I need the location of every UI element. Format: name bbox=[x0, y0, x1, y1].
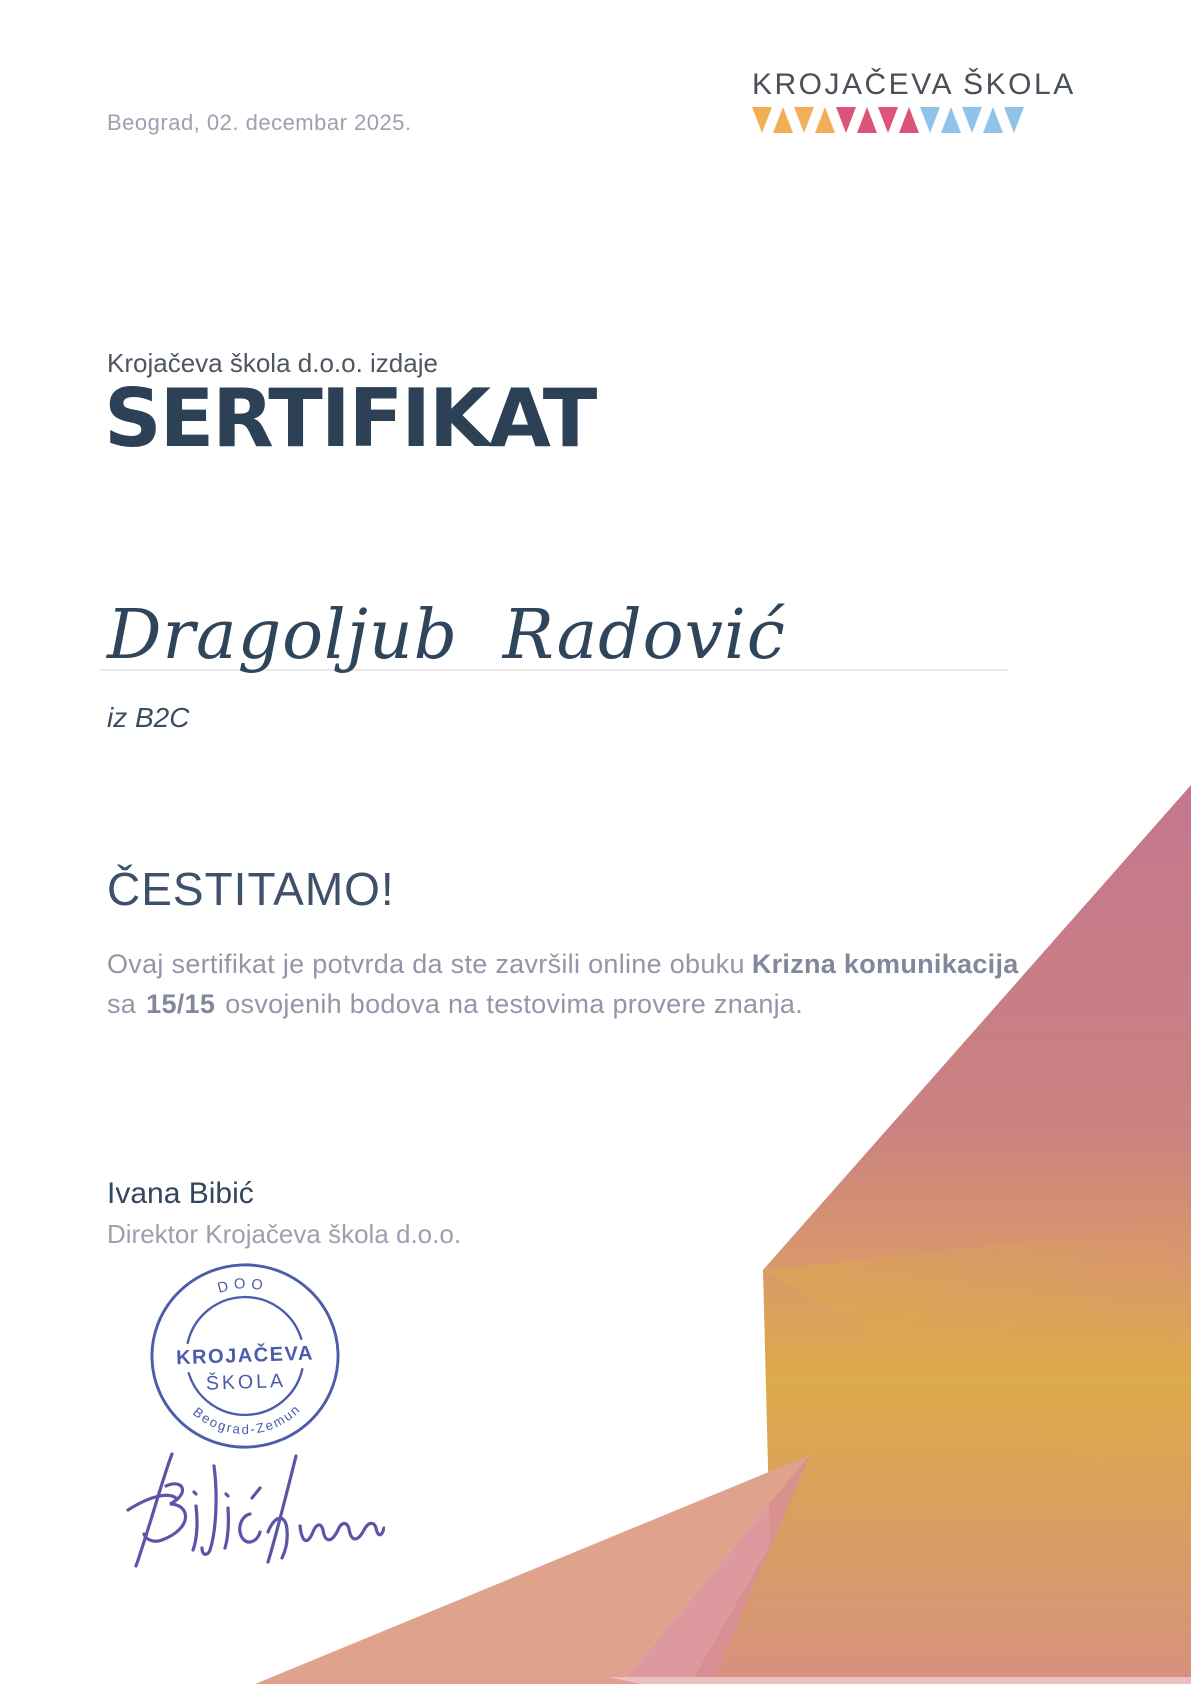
certificate-title: SERTIFIKAT bbox=[104, 372, 596, 465]
logo-triangle-orange bbox=[752, 107, 772, 133]
signature-stroke bbox=[300, 1523, 384, 1540]
signature-stroke bbox=[194, 1492, 196, 1494]
signature-stroke bbox=[268, 1456, 296, 1562]
stamp-center-line2: ŠKOLA bbox=[205, 1369, 287, 1395]
logo-triangles-icon bbox=[752, 107, 1024, 133]
stamp-bottom-text: Beograd-Zemun bbox=[190, 1400, 304, 1437]
handwritten-signature bbox=[110, 1448, 385, 1573]
signature-stroke bbox=[144, 1484, 186, 1541]
signature-stroke bbox=[136, 1454, 172, 1566]
logo-triangle-orange bbox=[773, 107, 793, 133]
body-line2-prefix: sa bbox=[107, 989, 137, 1019]
signature-stroke bbox=[240, 1514, 260, 1542]
logo-triangle-orange bbox=[815, 107, 835, 133]
signer-name: Ivana Bibić bbox=[107, 1177, 254, 1210]
stamp-bottom-text-container bbox=[190, 1401, 305, 1439]
signature-stroke bbox=[252, 1488, 260, 1498]
stamp-top-text-container bbox=[216, 1276, 270, 1297]
logo-triangle-pink bbox=[899, 107, 919, 133]
bg-pale-bottom-strip bbox=[608, 1677, 1191, 1684]
congrats-heading: ČESTITAMO! bbox=[107, 863, 395, 915]
logo-triangle-blue bbox=[962, 107, 982, 133]
body-line1-text: Ovaj sertifikat je potvrda da ste završili online obuku bbox=[107, 949, 745, 979]
course-name: Krizna komunikacija bbox=[751, 949, 1019, 979]
stamp-center-line1: KROJAČEVA bbox=[175, 1342, 315, 1370]
recipient-name: Dragoljub Radović bbox=[107, 596, 786, 675]
logo-triangle-pink bbox=[878, 107, 898, 133]
signer-title: Direktor Krojačeva škola d.o.o. bbox=[107, 1219, 462, 1249]
certificate-body bbox=[107, 944, 1127, 1024]
signature-stroke bbox=[202, 1466, 216, 1554]
signature-stroke bbox=[128, 1495, 176, 1510]
logo-triangle-blue bbox=[983, 107, 1003, 133]
logo-triangle-pink bbox=[857, 107, 877, 133]
date-place: Beograd, 02. decembar 2025. bbox=[107, 110, 412, 135]
body-line2-suffix: osvojenih bodova na testovima provere znanja. bbox=[225, 989, 804, 1019]
signature-stroke bbox=[225, 1508, 228, 1548]
signature-stroke bbox=[193, 1506, 197, 1550]
company-stamp bbox=[144, 1257, 347, 1456]
logo-triangle-blue bbox=[1004, 107, 1024, 133]
score-value: 15/15 bbox=[146, 989, 216, 1019]
logo-wordmark: KROJAČEVA ŠKOLA bbox=[752, 68, 1076, 101]
stamp-top-text: DOO bbox=[215, 1276, 269, 1297]
signature-stroke bbox=[226, 1494, 228, 1496]
logo-triangle-blue bbox=[920, 107, 940, 133]
logo-triangle-blue bbox=[941, 107, 961, 133]
logo-triangle-orange bbox=[794, 107, 814, 133]
logo-triangle-pink bbox=[836, 107, 856, 133]
stamp-inner-top-arc bbox=[186, 1295, 301, 1343]
issuer-line: Krojačeva škola d.o.o. izdaje bbox=[107, 348, 438, 378]
recipient-origin: iz B2C bbox=[107, 702, 190, 733]
